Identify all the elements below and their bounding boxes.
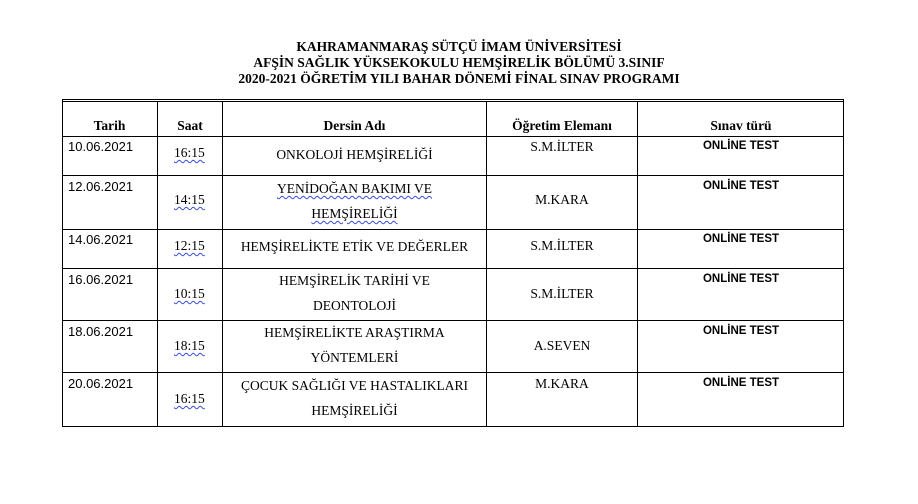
- table-row-course: ÇOCUK SAĞLIĞI VE HASTALIKLARI HEMŞİRELİĞİ: [240, 378, 469, 418]
- table-row-course: HEMŞİRELİKTE ETİK VE DEĞERLER: [240, 239, 469, 254]
- table-row-time: 10:15: [174, 286, 205, 301]
- column-header-tarih: Tarih: [93, 118, 126, 133]
- table-row-exam-type: ONLİNE TEST: [702, 140, 780, 152]
- table-row-course: HEMŞİRELİKTE ARAŞTIRMA YÖNTEMLERİ: [264, 325, 445, 365]
- table-row-instructor: M.KARA: [535, 192, 589, 207]
- column-header-saat: Saat: [177, 118, 203, 133]
- table-row-instructor: S.M.İLTER: [530, 139, 594, 154]
- university-title: KAHRAMANMARAŞ SÜTÇÜ İMAM ÜNİVERSİTESİ: [296, 39, 622, 54]
- row-divider: [62, 136, 844, 137]
- table-row-instructor: S.M.İLTER: [530, 238, 594, 253]
- table-row-time: 18:15: [174, 338, 205, 353]
- table-row-date: 12.06.2021: [68, 179, 134, 194]
- table-row-instructor: S.M.İLTER: [530, 286, 594, 301]
- table-row-date: 18.06.2021: [68, 324, 134, 339]
- table-row-instructor: M.KARA: [535, 376, 589, 391]
- table-row-exam-type: ONLİNE TEST: [702, 273, 780, 285]
- table-row-date: 20.06.2021: [68, 376, 134, 391]
- table-row-time: 12:15: [174, 238, 205, 253]
- table-row-exam-type: ONLİNE TEST: [702, 325, 780, 337]
- table-row-exam-type: ONLİNE TEST: [702, 377, 780, 389]
- column-header-ders: Dersin Adı: [323, 118, 386, 133]
- column-divider: [157, 101, 158, 427]
- row-divider: [62, 101, 844, 102]
- department-title: AFŞİN SAĞLIK YÜKSEKOKULU HEMŞİRELİK BÖLÜMÜ 3.SINIF: [253, 55, 665, 70]
- table-row-exam-type: ONLİNE TEST: [702, 180, 780, 192]
- table-row-instructor: A.SEVEN: [533, 338, 591, 353]
- column-header-ogretim: Öğretim Elemanı: [512, 118, 612, 133]
- table-row-time: 16:15: [174, 391, 205, 406]
- table-row-date: 16.06.2021: [68, 272, 134, 287]
- table-row-time: 14:15: [174, 192, 205, 207]
- table-row-course: ONKOLOJİ HEMŞİRELİĞİ: [276, 147, 433, 162]
- table-row-date: 14.06.2021: [68, 232, 134, 247]
- table-row-exam-type: ONLİNE TEST: [702, 233, 780, 245]
- table-row-course: HEMŞİRELİK TARİHİ VE DEONTOLOJİ: [279, 273, 430, 313]
- table-row-time: 16:15: [174, 145, 205, 160]
- row-divider: [62, 229, 844, 230]
- exam-program-title: 2020-2021 ÖĞRETİM YILI BAHAR DÖNEMİ FİNAL SINAV PROGRAMI: [238, 71, 680, 86]
- table-row-date: 10.06.2021: [68, 139, 134, 154]
- column-header-sinav: Sınav türü: [710, 118, 772, 133]
- document-header: [0, 39, 918, 87]
- table-row-course: YENİDOĞAN BAKIMI VE HEMŞİRELİĞİ: [277, 181, 432, 221]
